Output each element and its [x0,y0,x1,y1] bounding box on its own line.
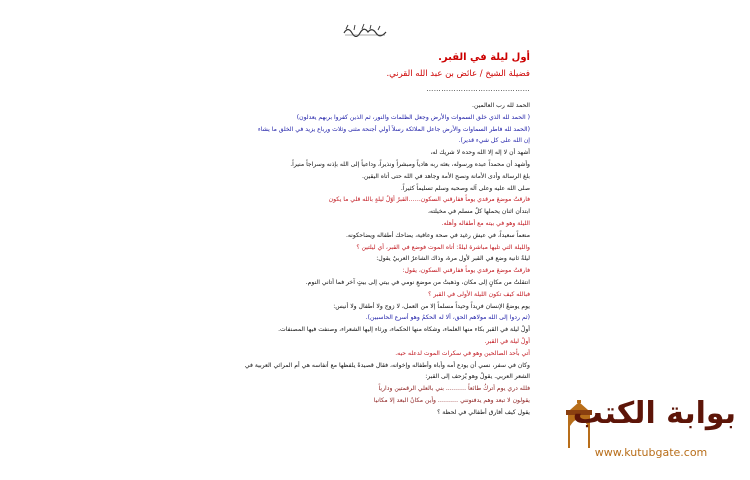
text-line: (ثم ردوا إلى الله مولاهم الحق، ألا له الحكمُ وهو أسرع الحاسبين). [365,314,530,322]
text-line: وأشهد أن محمداً عبده ورسوله، بعثه ربه هادياً ومبشراً ونذيراً، وداعياً إلى الله بإذنه وسراجاً منيراً. [290,160,530,168]
kutubgate-logo [566,396,736,468]
text-line: أتي بأحد الصالحين وهو في سكرات الموت لدعله حيه. [395,349,530,357]
author-line: فضيلة الشيخ / عائض بن عبد الله القرني. [386,69,530,79]
text-line: إن الله على كل شيء قدير). [458,137,530,145]
text-line: أولُ ليلة في القبر. [484,337,530,345]
document-title: أول ليلة في القبر. [438,52,530,63]
text-line: فارقتُ موضعَ مرقدي يوماً ففارقني السكون، يقول: [402,267,530,275]
text-line: والليلة التي تليها مباشرة ليلةٌ: أتاه الموت فوضع في القبر، أي ليلتين ؟ [356,243,530,251]
text-line: ( الحمد لله الذي خلق السموات والأرض وجعل الظلمات والنور، ثم الذين كفروا بربهم يعدلون) [296,113,530,121]
logo-name: بوابة الكتب [572,396,736,431]
body-text [220,100,530,419]
text-line: فبالله كيف تكون الليلة الأولى في القبر ؟ [428,290,530,298]
logo-url: www.kutubgate.com [594,446,708,459]
text-line: صلى الله عليه وعلى آله وصحبه وسلم تسليماً كثيراً. [400,184,530,192]
dotted-separator: …………………………………… [426,85,530,93]
text-line: أولُ ليلة في القبر بكاء منها العلماء، وشكاه منها الحكماء، ورثاء إليها الشعراء، وصنفت فيها المصنفات. [278,326,530,334]
text-line: منعماً سعيداً، في عيش رغيد في صحة وعافية، يضاحك أطفاله ويضاحكونه. [345,231,530,239]
text-line: يقول كيف أفارق أطفالي في لحظة ؟ [437,408,530,416]
text-line: يقولون لا تبعد وهم يدفنونني ………. وأين مكانُ البعد إلا مكانيا [373,396,530,404]
text-line: بلغ الرسالة وأدى الأمانة ونصح الأمة وجاهد في الله حتى أتاه اليقين. [361,172,530,180]
text-line: فلله دري يوم أتركُ طائعاً ………. بني بالعلي الرقمتين ودارياً [378,385,530,393]
text-line: وكان في سفر، نسي أن يودع أمه وأباه وأطفاله وإخوانه، فقال قصيدةً يلفظها مع أنفاسه هي أم المراثي العربية في [244,361,530,369]
text-line: يوم يوضعُ الإنسان فريداً وحيداً مسلماً إلا من العمل، لا زوج ولا أطفال ولا أنيس: [333,302,530,310]
text-line: الليلة وهو في بيته مع أطفاله وأهله. [441,219,530,227]
text-line: انتقلتُ من مكانٍ إلى مكان، وذهبتُ من موضعِ نومي في بيتي إلى بيتٍ آخر فما أتاني النوم. [305,278,530,286]
text-line: الشعر العربي. يقولُ وهو يُزحف إلى القبر: [425,373,530,381]
text-line: ابتدأن اثنان يحملها كلُ مسلم في مخيلته، [427,208,530,216]
text-line: ليلةٌ ثانية وضع في القبر لأول مرة، وذاك الشاعرُ العربيُ يقول: [376,255,530,263]
text-line: فارقتُ موضعَ مرقدي يوماً ففارقني السكون……القبرُ أوّلُ ليلةٍ بالله قلي ما يكون [328,196,530,204]
text-line: أشهد أن لا إله إلا الله وحده لا شريك له، [430,149,530,157]
text-line: (الحمد لله فاطر السماوات والأرض جاعل الملائكة رسلاً أولي أجنحة مثنى وثلاث ورباع يزيد في الخلق ما يشاء [257,125,530,133]
basmala-calligraphy-image [340,22,390,38]
text-line: الحمد لله رب العالمين. [472,102,530,109]
